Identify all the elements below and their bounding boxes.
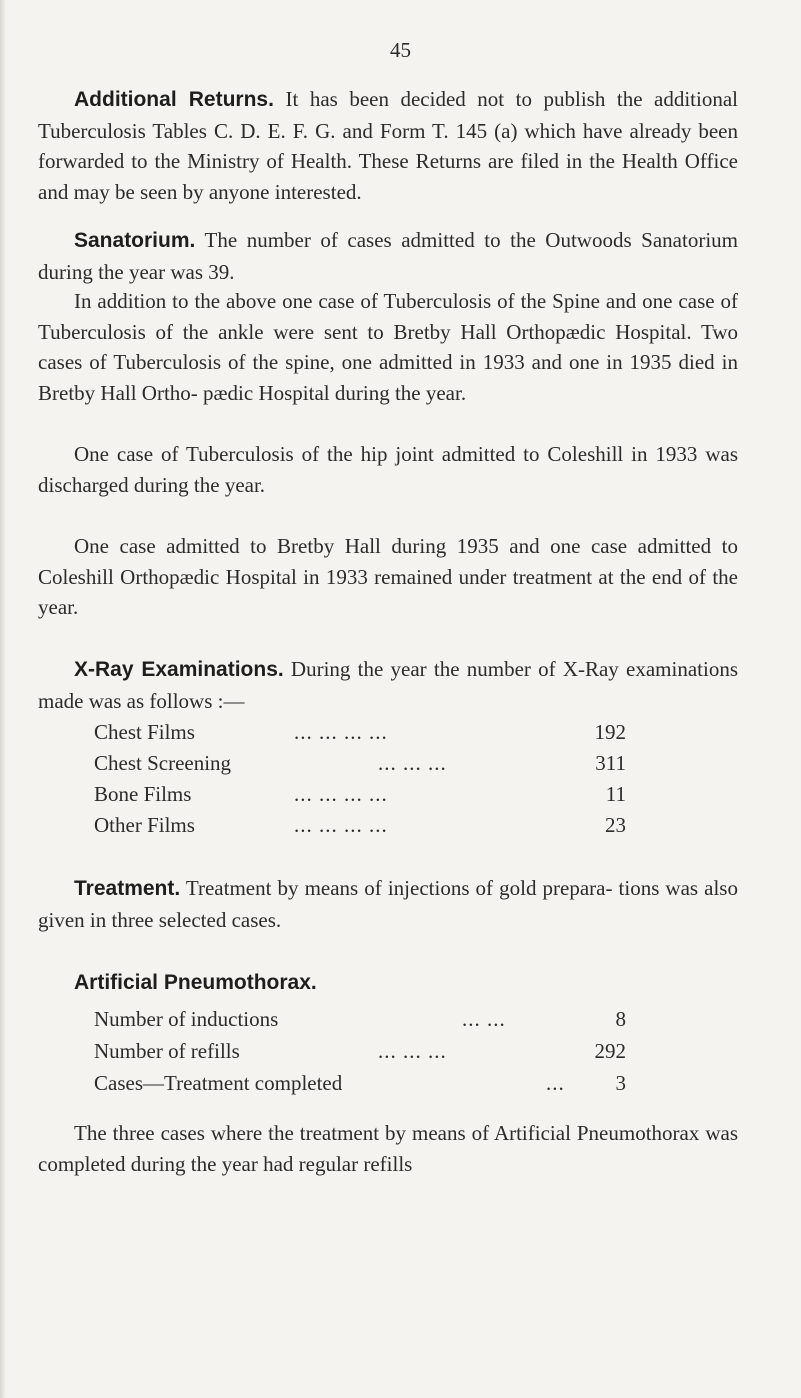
additional-returns-heading: Additional Returns. xyxy=(74,88,274,111)
sanatorium-text: The number of cases admitted to the Outwoods Sanatorium during the year was 39. xyxy=(38,228,738,284)
page-number: 45 xyxy=(390,38,411,62)
pneumothorax-row-value: 8 xyxy=(615,1007,626,1031)
xray-heading: X-Ray Examinations. xyxy=(74,658,284,681)
xray-row-value: 23 xyxy=(605,813,626,837)
leader-dots: ... ... ... ... xyxy=(294,720,388,744)
page-edge-shadow xyxy=(0,0,6,1398)
leader-dots: ... ... ... xyxy=(378,1039,447,1063)
sanatorium-paragraph-3: One case of Tuberculosis of the hip joint admitted to Coleshill in 1933 was discharged during the year. xyxy=(38,442,738,497)
pneumothorax-row-value: 292 xyxy=(594,1039,626,1063)
sanatorium-paragraph-4: One case admitted to Bretby Hall during 1935 and one case admitted to Coleshill Orthopædic Hospital in 1933 remained under treatment at the end of the year. xyxy=(38,534,738,619)
xray-row-value: 192 xyxy=(594,720,626,744)
sanatorium-paragraph-2: In addition to the above one case of Tuberculosis of the Spine and one case of Tuberculosis of the ankle were sent to Bretby Hall Orthopædic Hospital. Two cases of Tuberculosis of the spine, one admitted in 1933 and one in 1935 died in Bretby Hall Ortho- pædic Hospital during the year. xyxy=(38,289,738,405)
xray-row-chest-screening xyxy=(94,748,626,778)
xray-row-value: 311 xyxy=(595,751,626,775)
additional-returns-paragraph xyxy=(38,84,738,207)
artificial-pneumothorax-heading: Artificial Pneumothorax. xyxy=(74,971,317,994)
pneumothorax-closing-paragraph: The three cases where the treatment by means of Artificial Pneumothorax was completed during the year had regular refills xyxy=(38,1121,738,1176)
sanatorium-heading: Sanatorium. xyxy=(74,229,196,252)
leader-dots: ... ... xyxy=(462,1007,506,1031)
xray-row-value: 11 xyxy=(605,782,626,806)
xray-row-other-films xyxy=(94,810,626,840)
treatment-heading: Treatment. xyxy=(74,877,181,900)
xray-row-label: Chest Screening xyxy=(94,751,232,775)
pneumothorax-row-value: 3 xyxy=(615,1071,626,1095)
pneumothorax-row-refills xyxy=(94,1036,626,1066)
xray-row-chest-films xyxy=(94,717,626,747)
leader-dots: ... ... ... xyxy=(378,751,447,775)
pneumothorax-row-label: Number of inductions xyxy=(94,1007,279,1031)
leader-dots: ... ... ... ... xyxy=(294,782,388,806)
pneumothorax-row-inductions xyxy=(94,1004,626,1034)
xray-row-label: Other Films xyxy=(94,813,195,837)
treatment-text: Treatment by means of injections of gold prepara- tions was also given in three selected cases. xyxy=(38,876,738,932)
xray-text: During the year the number of X-Ray examinations made was as follows :— xyxy=(38,657,738,713)
additional-returns-text: It has been decided not to publish the additional Tuberculosis Tables C. D. E. F. G. and Form T. 145 (a) which have already been forwarded to the Ministry of Health. These Returns are filed in the Health Office and may be seen by anyone interested. xyxy=(38,87,739,204)
xray-row-label: Chest Films xyxy=(94,720,195,744)
pneumothorax-row-completed xyxy=(94,1068,626,1098)
artificial-pneumothorax-heading-line xyxy=(38,967,738,999)
xray-paragraph xyxy=(38,654,738,716)
pneumothorax-row-label: Number of refills xyxy=(94,1039,240,1063)
leader-dots: ... ... ... ... xyxy=(294,813,388,837)
pneumothorax-row-label: Cases—Treatment completed xyxy=(94,1071,343,1095)
leader-dots: ... xyxy=(546,1071,565,1095)
xray-row-label: Bone Films xyxy=(94,782,192,806)
xray-row-bone-films xyxy=(94,779,626,809)
sanatorium-paragraph xyxy=(38,225,738,287)
treatment-paragraph xyxy=(38,873,738,935)
